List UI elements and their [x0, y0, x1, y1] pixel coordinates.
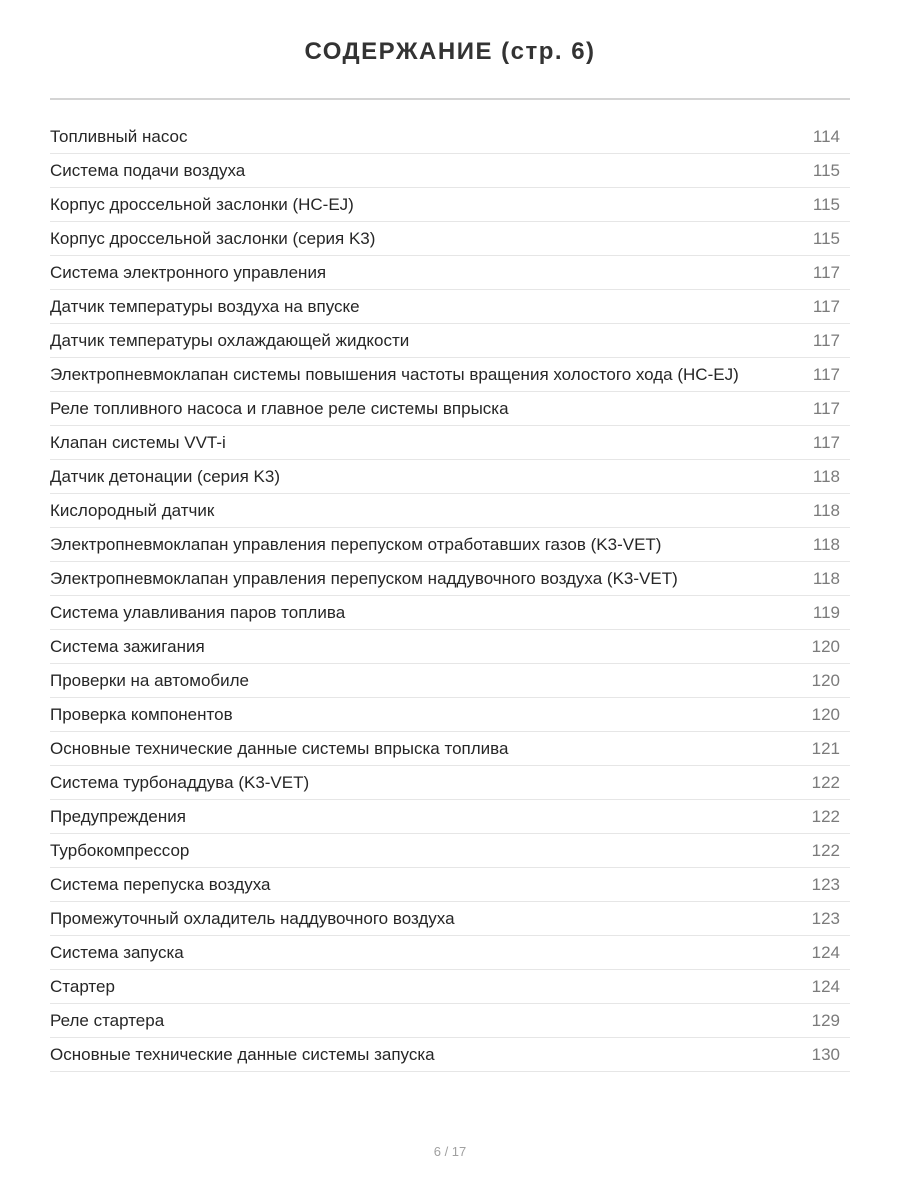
toc-entry[interactable]: [50, 392, 850, 426]
toc-entry-page: 124: [811, 942, 840, 962]
toc-entry[interactable]: [50, 358, 850, 392]
toc-entry-label: Основные технические данные системы запуска: [50, 1044, 435, 1064]
toc-entry[interactable]: [50, 766, 850, 800]
toc-entry-page: 118: [812, 534, 840, 554]
toc-entry-page: 117: [812, 330, 840, 350]
toc-entry-label: Предупреждения: [50, 806, 186, 826]
toc-entry[interactable]: [50, 290, 850, 324]
toc-entry[interactable]: [50, 834, 850, 868]
toc-entry-label: Реле топливного насоса и главное реле системы впрыска: [50, 398, 509, 418]
toc-entry-label: Проверки на автомобиле: [50, 670, 250, 690]
toc-entry-label: Система турбонаддува (K3-VET): [50, 772, 310, 792]
toc-entry-page: 117: [812, 364, 840, 384]
toc-entry-page: 129: [811, 1010, 840, 1030]
toc-entry-page: 120: [811, 636, 840, 656]
toc-entry-label: Турбокомпрессор: [50, 840, 190, 860]
toc-entry-page: 118: [812, 466, 840, 486]
toc-entry-label: Реле стартера: [50, 1010, 165, 1030]
toc-entry[interactable]: [50, 324, 850, 358]
toc-entry-page: 123: [811, 874, 840, 894]
toc-entry-label: Корпус дроссельной заслонки (серия K3): [50, 228, 376, 248]
toc-entry-label: Система улавливания паров топлива: [50, 602, 346, 622]
toc-entry-page: 120: [811, 704, 840, 724]
toc-entry-label: Система перепуска воздуха: [50, 874, 271, 894]
toc-entry-page: 120: [811, 670, 840, 690]
toc-entry-page: 115: [812, 160, 840, 180]
toc-entry-label: Электропневмоклапан управления перепуском наддувочного воздуха (K3-VET): [50, 568, 678, 588]
toc-entry-page: 119: [812, 602, 840, 622]
toc-entry-label: Корпус дроссельной заслонки (HC-EJ): [50, 194, 354, 214]
toc-entry-label: Система электронного управления: [50, 262, 327, 282]
toc-entry[interactable]: [50, 256, 850, 290]
toc-entry-page: 115: [812, 228, 840, 248]
table-of-contents: [50, 120, 850, 1072]
toc-entry[interactable]: [50, 1004, 850, 1038]
toc-entry-label: Стартер: [50, 976, 115, 996]
toc-entry[interactable]: [50, 494, 850, 528]
toc-entry[interactable]: [50, 902, 850, 936]
toc-entry-page: 118: [812, 568, 840, 588]
toc-entry[interactable]: [50, 936, 850, 970]
toc-entry-label: Топливный насос: [50, 126, 188, 146]
toc-entry-page: 122: [811, 806, 840, 826]
toc-entry-page: 115: [812, 194, 840, 214]
toc-entry[interactable]: [50, 120, 850, 154]
page-title: СОДЕРЖАНИЕ (стр. 6): [304, 38, 596, 65]
toc-entry[interactable]: [50, 732, 850, 766]
toc-entry[interactable]: [50, 426, 850, 460]
toc-entry-label: Система подачи воздуха: [50, 160, 246, 180]
toc-entry-page: 122: [811, 840, 840, 860]
toc-entry-page: 117: [812, 398, 840, 418]
toc-entry-label: Основные технические данные системы впрыска топлива: [50, 738, 509, 758]
toc-entry-label: Датчик температуры охлаждающей жидкости: [50, 330, 410, 350]
toc-entry[interactable]: [50, 868, 850, 902]
toc-entry-page: 117: [812, 296, 840, 316]
toc-entry[interactable]: [50, 596, 850, 630]
toc-entry-page: 121: [811, 738, 840, 758]
toc-entry-page: 114: [812, 126, 840, 146]
toc-entry[interactable]: [50, 698, 850, 732]
page-indicator: 6 / 17: [433, 1144, 467, 1159]
toc-entry-label: Кислородный датчик: [50, 500, 215, 520]
toc-entry-label: Электропневмоклапан управления перепуском отработавших газов (K3-VET): [50, 534, 662, 554]
title-divider: [50, 98, 850, 100]
toc-entry-label: Клапан системы VVT-i: [50, 432, 226, 452]
toc-entry[interactable]: [50, 1038, 850, 1072]
toc-entry[interactable]: [50, 800, 850, 834]
toc-entry-page: 123: [811, 908, 840, 928]
toc-entry-page: 130: [811, 1044, 840, 1064]
toc-entry-page: 122: [811, 772, 840, 792]
toc-entry[interactable]: [50, 154, 850, 188]
toc-entry[interactable]: [50, 528, 850, 562]
toc-entry[interactable]: [50, 188, 850, 222]
toc-entry[interactable]: [50, 630, 850, 664]
toc-entry-label: Промежуточный охладитель наддувочного воздуха: [50, 908, 455, 928]
toc-entry-label: Датчик детонации (серия K3): [50, 466, 280, 486]
toc-entry[interactable]: [50, 664, 850, 698]
toc-entry[interactable]: [50, 562, 850, 596]
toc-entry[interactable]: [50, 970, 850, 1004]
toc-entry-page: 117: [812, 432, 840, 452]
toc-entry[interactable]: [50, 222, 850, 256]
toc-entry-page: 124: [811, 976, 840, 996]
toc-entry-label: Проверка компонентов: [50, 704, 233, 724]
toc-entry-label: Система зажигания: [50, 636, 205, 656]
toc-entry-page: 117: [812, 262, 840, 282]
toc-entry[interactable]: [50, 460, 850, 494]
toc-entry-label: Датчик температуры воздуха на впуске: [50, 296, 360, 316]
toc-entry-label: Электропневмоклапан системы повышения частоты вращения холостого хода (HC-EJ): [50, 364, 739, 384]
toc-entry-label: Система запуска: [50, 942, 184, 962]
toc-entry-page: 118: [812, 500, 840, 520]
